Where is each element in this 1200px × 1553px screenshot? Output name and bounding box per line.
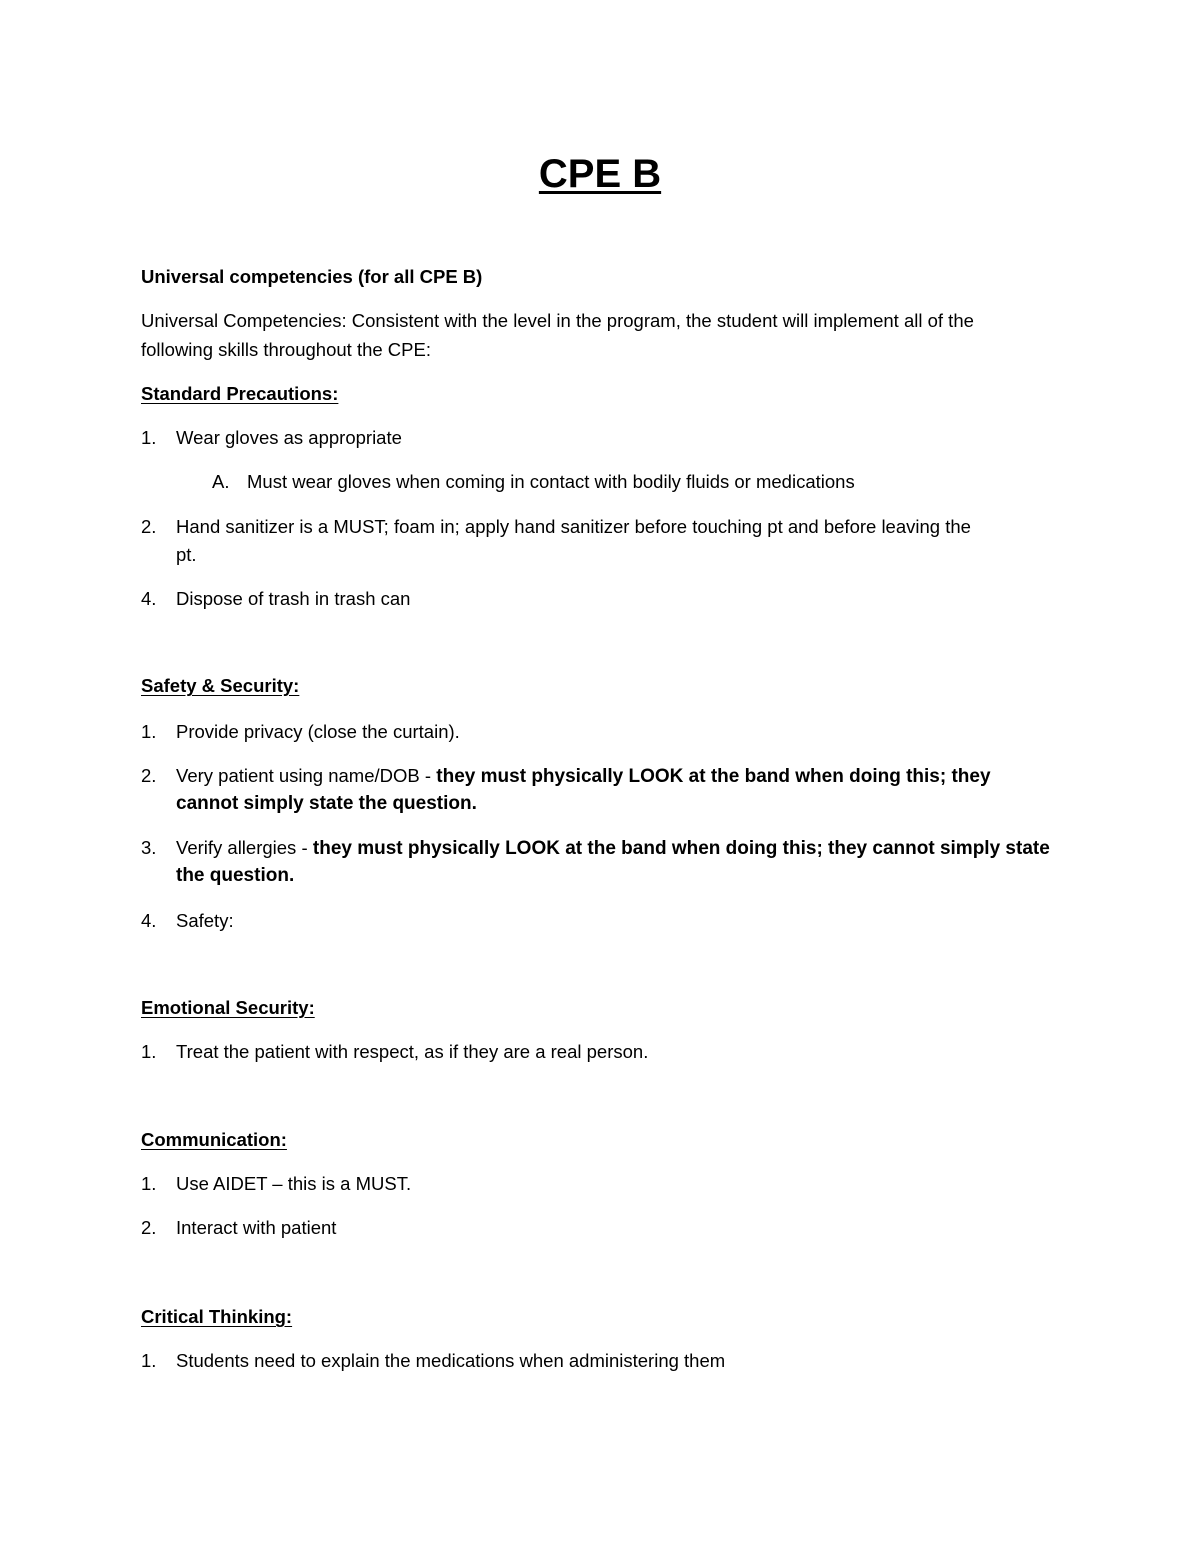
communication-heading: Communication: [141,1129,287,1150]
list-item-text: Hand sanitizer is a MUST; foam in; apply hand sanitizer before touching pt and before leaving the [176,516,971,537]
list-number: 4. [141,588,157,609]
critical-thinking-heading: Critical Thinking: [141,1306,293,1327]
standard-precautions-heading: Standard Precautions: [141,383,339,404]
list-item-text [176,835,1050,862]
intro-line-1: Universal Competencies: Consistent with the level in the program, the student will implement all of the [141,310,974,331]
list-item-text: Students need to explain the medications when administering them [176,1350,726,1371]
intro-line-2: following skills throughout the CPE: [141,339,431,360]
list-number: 3. [141,837,157,858]
list-item-text: Treat the patient with respect, as if they are a real person. [176,1041,649,1062]
list-item-text-continued: pt. [176,544,197,565]
list-number: 2. [141,765,157,786]
sub-list-item-text: Must wear gloves when coming in contact with bodily fluids or medications [247,471,855,492]
list-item-bold-text: they must physically LOOK at the band when doing this; they cannot simply state [307,838,1050,859]
list-number: 1. [141,427,157,448]
list-number: 4. [141,910,157,931]
list-item-bold-continued: the question. [176,865,295,886]
list-item-text: Interact with patient [176,1217,337,1238]
universal-competencies-heading: Universal competencies (for all CPE B) [141,266,483,287]
list-number: 2. [141,1217,157,1238]
sub-list-letter: A. [212,471,230,492]
list-item-text: Provide privacy (close the curtain). [176,721,460,742]
document-title [0,150,1200,198]
list-item-text: Wear gloves as appropriate [176,427,402,448]
list-number: 1. [141,721,157,742]
list-item-plain-text: Verify allergies - [176,837,308,858]
list-item-bold-text: they must physically LOOK at the band when doing this; they [431,766,991,787]
title-text: CPE B [538,152,662,196]
safety-security-heading: Safety & Security: [141,675,300,696]
list-number: 1. [141,1041,157,1062]
list-item-text [176,763,991,790]
list-item-plain-text: Very patient using name/DOB - [176,765,432,786]
list-number: 2. [141,516,157,537]
list-item-text: Safety: [176,910,234,931]
list-item-text: Use AIDET – this is a MUST. [176,1173,412,1194]
list-item-bold-continued: cannot simply state the question. [176,793,477,814]
list-item-text: Dispose of trash in trash can [176,588,411,609]
list-number: 1. [141,1350,157,1371]
list-number: 1. [141,1173,157,1194]
emotional-security-heading: Emotional Security: [141,997,315,1018]
